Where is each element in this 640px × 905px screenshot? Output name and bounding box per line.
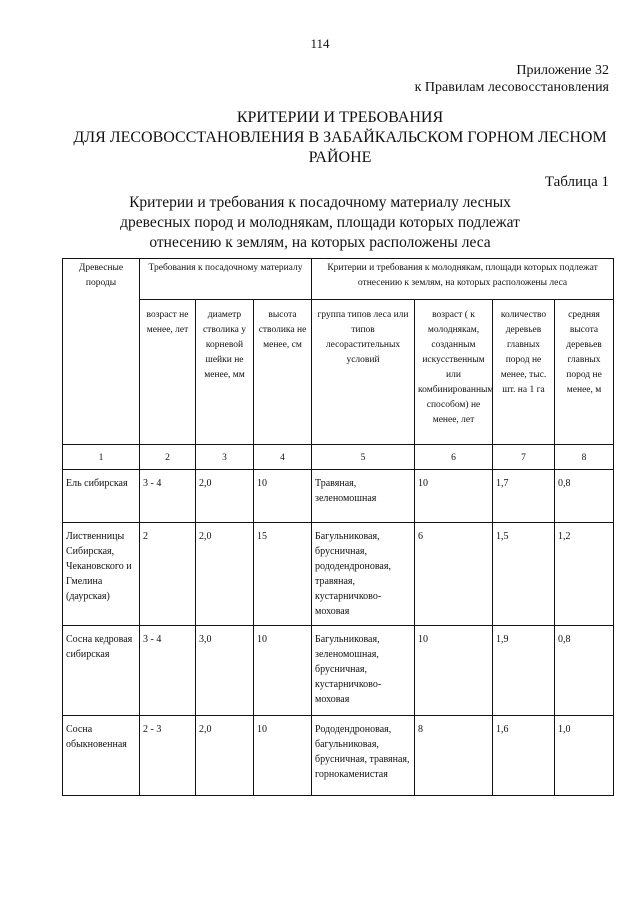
subheader-age: возраст не менее, лет — [140, 300, 196, 445]
cell-diameter: 3,0 — [196, 626, 254, 716]
table-label: Таблица 1 — [544, 174, 609, 190]
column-number: 6 — [415, 445, 493, 470]
column-number: 2 — [140, 445, 196, 470]
cell-height: 10 — [254, 626, 312, 716]
table-row — [63, 470, 614, 523]
cell-young-age: 6 — [415, 523, 493, 626]
cell-forest-type: Багульниковая, брусничная, рододендроновая, травяная, кустарничково-моховая — [312, 523, 415, 626]
column-number: 7 — [493, 445, 555, 470]
subheader-forest-type: группа типов леса или типов лесорастительных условий — [312, 300, 415, 445]
cell-tree-count: 1,5 — [493, 523, 555, 626]
cell-avg-height: 0,8 — [555, 626, 614, 716]
cell-avg-height: 0,8 — [555, 470, 614, 523]
cell-forest-type: Рододендроновая, багульниковая, брусничная, травяная, горнокаменистая — [312, 716, 415, 796]
subheader-height: высота стволика не менее, см — [254, 300, 312, 445]
cell-forest-type: Багульниковая, зеленомошная, брусничная, кустарничково-моховая — [312, 626, 415, 716]
table-title-line-1: Критерии и требования к посадочному материалу лесных — [129, 194, 511, 211]
cell-age: 2 - 3 — [140, 716, 196, 796]
table-title-line-3: отнесению к землям, на которых расположены леса — [149, 234, 491, 251]
cell-tree-count: 1,6 — [493, 716, 555, 796]
column-number: 8 — [555, 445, 614, 470]
column-number: 1 — [63, 445, 140, 470]
cell-young-age: 10 — [415, 626, 493, 716]
cell-avg-height: 1,2 — [555, 523, 614, 626]
table-row — [63, 626, 614, 716]
table-title — [120, 193, 520, 253]
document-heading — [60, 108, 620, 168]
cell-height: 10 — [254, 716, 312, 796]
cell-age: 3 - 4 — [140, 470, 196, 523]
cell-diameter: 2,0 — [196, 470, 254, 523]
cell-species: Сосна кедровая сибирская — [63, 626, 140, 716]
cell-young-age: 10 — [415, 470, 493, 523]
column-number: 3 — [196, 445, 254, 470]
header-planting-material: Требования к посадочному материалу — [140, 259, 312, 300]
table-row — [63, 716, 614, 796]
column-number: 5 — [312, 445, 415, 470]
table-row — [63, 523, 614, 626]
heading-line-1: КРИТЕРИИ И ТРЕБОВАНИЯ — [236, 109, 444, 126]
column-number-row — [63, 445, 614, 470]
cell-age: 2 — [140, 523, 196, 626]
cell-tree-count: 1,7 — [493, 470, 555, 523]
page-number: 114 — [310, 36, 330, 51]
subheader-young-age: возраст ( к молоднякам, созданным искусственным или комбинированным способом) не менее, лет — [415, 300, 493, 445]
cell-height: 15 — [254, 523, 312, 626]
cell-age: 3 - 4 — [140, 626, 196, 716]
subheader-avg-height: средняя высота деревьев главных пород не менее, м — [555, 300, 614, 445]
cell-species: Лиственницы Сибирская, Чекановского и Гмелина (даурская) — [63, 523, 140, 626]
criteria-table — [62, 258, 614, 796]
cell-forest-type: Травяная, зеленомошная — [312, 470, 415, 523]
column-number: 4 — [254, 445, 312, 470]
annex-number: Приложение 32 — [516, 63, 609, 78]
cell-height: 10 — [254, 470, 312, 523]
table-title-line-2: древесных пород и молоднякам, площади которых подлежат — [120, 214, 520, 231]
cell-diameter: 2,0 — [196, 523, 254, 626]
cell-avg-height: 1,0 — [555, 716, 614, 796]
header-young-stands: Критерии и требования к молоднякам, площади которых подлежат отнесению к землям, на которых расположены леса — [312, 259, 614, 300]
heading-line-2: ДЛЯ ЛЕСОВОССТАНОВЛЕНИЯ В ЗАБАЙКАЛЬСКОМ ГОРНОМ ЛЕСНОМ — [73, 129, 607, 146]
heading-line-3: РАЙОНЕ — [308, 149, 372, 166]
subheader-tree-count: количество деревьев главных пород не менее, тыс. шт. на 1 га — [493, 300, 555, 445]
annex-reference — [415, 62, 609, 96]
cell-species: Сосна обыкновенная — [63, 716, 140, 796]
cell-tree-count: 1,9 — [493, 626, 555, 716]
cell-species: Ель сибирская — [63, 470, 140, 523]
annex-rules: к Правилам лесовосстановления — [414, 80, 609, 95]
cell-young-age: 8 — [415, 716, 493, 796]
cell-diameter: 2,0 — [196, 716, 254, 796]
subheader-diameter: диаметр стволика у корневой шейки не менее, мм — [196, 300, 254, 445]
header-species: Древесные породы — [63, 259, 140, 445]
